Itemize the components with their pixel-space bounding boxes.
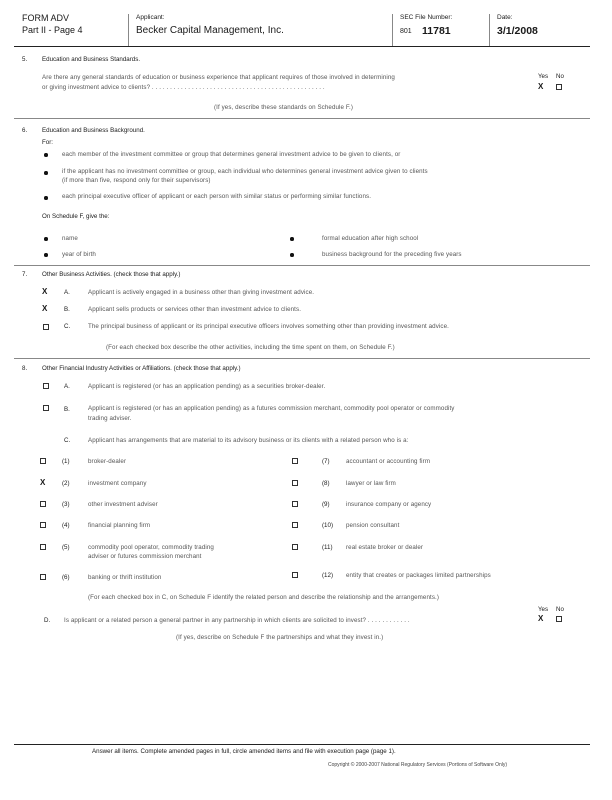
section-6-number: 6. [22, 127, 28, 134]
section-7a-text: Applicant is actively engaged in a business other than giving investment advice. [88, 289, 315, 296]
related-financial-planning-checkbox[interactable] [40, 522, 46, 528]
give-item-education: formal education after high school [322, 235, 419, 242]
related-item-number: (2) [62, 480, 70, 487]
schedule-f-label: On Schedule F, give the: [42, 213, 110, 220]
section-divider [14, 358, 590, 359]
related-item-label-cont: adviser or futures commission merchant [88, 553, 202, 560]
section-7c-checkbox[interactable] [43, 324, 49, 330]
yes-label: Yes [538, 73, 549, 80]
part-page: Part II - Page 4 [22, 25, 83, 35]
related-item-label: accountant or accounting firm [346, 458, 431, 465]
section-6-for-label: For: [42, 139, 54, 146]
form-title: FORM ADV [22, 13, 70, 23]
give-item-background: business background for the preceding five years [322, 251, 462, 258]
header-divider [489, 14, 490, 46]
section-8d-note: (If yes, describe on Schedule F the partnerships and what they invest in.) [176, 634, 384, 641]
bullet [290, 237, 294, 241]
section-6-bullet-text: each member of the investment committee or group that determines general investment advice to be given to clients, or [62, 151, 401, 158]
related-item-number: (1) [62, 458, 70, 465]
section-8d-yes-checkbox[interactable]: X [538, 614, 544, 623]
section-5-question: Are there any general standards of education or business experience that applicant requires of those involved in determining [42, 74, 395, 81]
section-5-yes-checkbox[interactable]: X [538, 82, 544, 91]
section-8-title: Other Financial Industry Activities or Affiliations. (check those that apply.) [42, 365, 241, 372]
related-item-label: entity that creates or packages limited partnerships [346, 572, 491, 579]
related-item-number: (10) [322, 522, 334, 529]
related-real-estate-checkbox[interactable] [292, 544, 298, 550]
no-label: No [556, 606, 564, 613]
section-8-number: 8. [22, 365, 28, 372]
applicant-label: Applicant: [136, 14, 165, 21]
bullet [290, 253, 294, 257]
section-5-note: (If yes, describe these standards on Schedule F.) [214, 104, 354, 111]
section-6-bullet-text: each principal executive officer of applicant or each person with similar status or performing similar functions. [62, 193, 372, 200]
bullet [44, 253, 48, 257]
related-broker-dealer-checkbox[interactable] [40, 458, 46, 464]
related-item-number: (3) [62, 501, 70, 508]
header-rule [14, 46, 590, 47]
date-label: Date: [497, 14, 513, 21]
section-6-bullet-text: if the applicant has no investment committee or group, each individual who determines general investment advice given to clients [62, 168, 428, 175]
applicant-name: Becker Capital Management, Inc. [136, 25, 284, 36]
section-5-title: Education and Business Standards. [42, 56, 141, 63]
give-item-name: name [62, 235, 78, 242]
section-8d-letter: D. [44, 617, 51, 624]
related-item-label: lawyer or law firm [346, 480, 396, 487]
section-8c-text: Applicant has arrangements that are material to its advisory business or its clients with a related person who is a: [88, 437, 409, 444]
section-divider [14, 118, 590, 119]
section-7-number: 7. [22, 271, 28, 278]
section-7a-checkbox[interactable]: X [42, 287, 48, 296]
related-partnership-checkbox[interactable] [292, 572, 298, 578]
related-item-number: (8) [322, 480, 330, 487]
related-accountant-checkbox[interactable] [292, 458, 298, 464]
header-divider [392, 14, 393, 46]
section-8a-checkbox[interactable] [43, 383, 49, 389]
bullet [44, 237, 48, 241]
related-item-number: (7) [322, 458, 330, 465]
section-7b-text: Applicant sells products or services other than investment advice to clients. [88, 306, 302, 313]
section-divider [14, 265, 590, 266]
related-investment-company-checkbox[interactable]: X [40, 478, 46, 487]
yes-label: Yes [538, 606, 549, 613]
related-item-label: insurance company or agency [346, 501, 432, 508]
related-item-number: (12) [322, 572, 334, 579]
footer-rule [14, 744, 590, 745]
bullet [44, 153, 48, 157]
section-7-title: Other Business Activities. (check those that apply.) [42, 271, 181, 278]
related-item-label: pension consultant [346, 522, 400, 529]
related-bank-checkbox[interactable] [40, 574, 46, 580]
related-item-number: (9) [322, 501, 330, 508]
related-pension-checkbox[interactable] [292, 522, 298, 528]
section-8b-checkbox[interactable] [43, 405, 49, 411]
related-item-number: (11) [322, 544, 333, 551]
related-item-label: financial planning firm [88, 522, 151, 529]
header-divider [128, 14, 129, 46]
sec-file-number: 11781 [422, 25, 451, 37]
section-7b-letter: B. [64, 306, 70, 313]
section-8a-text: Applicant is registered (or has an application pending) as a securities broker-dealer. [88, 383, 326, 390]
no-label: No [556, 73, 564, 80]
section-8c-letter: C. [64, 437, 71, 444]
section-8a-letter: A. [64, 383, 70, 390]
footer-instructions: Answer all items. Complete amended pages in full, circle amended items and file with execution page (page 1). [92, 748, 396, 755]
section-5-question-cont: or giving investment advice to clients? . . . . . . . . . . . . . . . . . . . . . . . . . . . . . . . . . . . . . . . . . . . . . . . . [42, 84, 325, 91]
related-lawyer-checkbox[interactable] [292, 480, 298, 486]
section-7b-checkbox[interactable]: X [42, 304, 48, 313]
related-item-label: investment company [88, 480, 147, 487]
section-6-bullet-text-cont: (if more than five, respond only for their supervisors) [62, 177, 211, 184]
section-8d-question: Is applicant or a related person a general partner in any partnership in which clients are solicited to invest? . . . . . . . . . . . . [64, 617, 410, 624]
section-8d-no-checkbox[interactable] [556, 616, 562, 622]
related-insurance-checkbox[interactable] [292, 501, 298, 507]
date-value: 3/1/2008 [497, 25, 538, 37]
bullet [44, 196, 48, 200]
related-item-label: commodity pool operator, commodity trading [88, 544, 214, 551]
related-commodity-checkbox[interactable] [40, 544, 46, 550]
copyright-notice: Copyright © 2000-2007 National Regulatory Services (Portions of Software Only) [328, 762, 508, 768]
related-item-label: other investment adviser [88, 501, 158, 508]
section-7-note: (For each checked box describe the other activities, including the time spent on them, on Schedule F.) [106, 344, 395, 351]
related-item-label: banking or thrift institution [88, 574, 162, 581]
section-8c-note: (For each checked box in C, on Schedule F identify the related person and describe the relationship and the arrangements.) [88, 594, 439, 601]
bullet [44, 171, 48, 175]
related-item-label: real estate broker or dealer [346, 544, 424, 551]
section-7c-letter: C. [64, 323, 71, 330]
section-6-title: Education and Business Background. [42, 127, 145, 134]
related-item-label: broker-dealer [88, 458, 127, 465]
sec-prefix: 801 [400, 28, 412, 35]
section-5-no-checkbox[interactable] [556, 84, 562, 90]
section-8b-letter: B. [64, 406, 70, 413]
related-item-number: (4) [62, 522, 70, 529]
section-7c-text: The principal business of applicant or its principal executive officers involves something other than providing investment advice. [88, 323, 449, 330]
related-item-number: (6) [62, 574, 70, 581]
section-8b-text-cont: trading adviser. [88, 415, 132, 422]
related-other-adviser-checkbox[interactable] [40, 501, 46, 507]
sec-file-label: SEC File Number: [400, 14, 453, 21]
section-5-number: 5. [22, 56, 28, 63]
related-item-number: (5) [62, 544, 70, 551]
section-8b-text: Applicant is registered (or has an application pending) as a futures commission merchant, commodity pool operator or commodity [88, 405, 455, 412]
section-7a-letter: A. [64, 289, 70, 296]
give-item-birth-year: year of birth [62, 251, 96, 258]
